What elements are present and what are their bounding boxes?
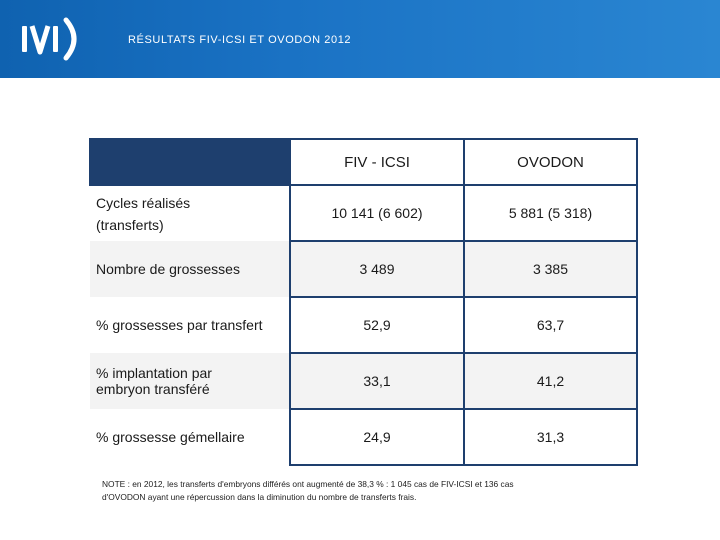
- table-row: [90, 297, 637, 353]
- page-title: RÉSULTATS FIV-ICSI ET OVODON 2012: [128, 34, 352, 46]
- row-label: [90, 185, 290, 241]
- table-header-row: [90, 139, 637, 185]
- row-label: Nombre de grossesses: [90, 241, 290, 297]
- table-header-blank: [90, 139, 290, 185]
- row-label-line1: Cycles réalisés: [96, 194, 191, 211]
- table-row: [90, 185, 637, 241]
- row-label: % grossesse gémellaire: [96, 429, 245, 445]
- cell-fiv: 33,1: [290, 353, 464, 409]
- row-label-line2: embryon transféré: [96, 381, 210, 397]
- table-row: [90, 409, 637, 465]
- cell-ovodon: 41,2: [464, 353, 637, 409]
- footnote-line2: d'OVODON ayant une répercussion dans la diminution du nombre de transferts frais.: [102, 492, 417, 502]
- cell-ovodon: 63,7: [464, 297, 637, 353]
- row-label: [90, 353, 290, 409]
- cell-fiv: 24,9: [290, 409, 464, 465]
- cell-fiv: 3 489: [290, 241, 464, 297]
- header-bar: [0, 0, 720, 78]
- cell-fiv: 52,9: [290, 297, 464, 353]
- row-label-line1: % implantation par: [96, 365, 212, 381]
- ivi-logo-icon: [20, 14, 90, 64]
- cell-ovodon: 31,3: [464, 409, 637, 465]
- cell-fiv: 10 141 (6 602): [290, 185, 464, 241]
- table-row: [90, 353, 637, 409]
- column-header-ovodon: OVODON: [464, 139, 637, 185]
- results-table: [89, 138, 638, 466]
- footnote-line1: NOTE : en 2012, les transferts d'embryons différés ont augmenté de 38,3 % : 1 045 cas de FIV-ICSI et 136 cas: [102, 479, 514, 489]
- table-row: [90, 241, 637, 297]
- cell-ovodon: 3 385: [464, 241, 637, 297]
- cell-ovodon: 5 881 (5 318): [464, 185, 637, 241]
- footnote: [102, 478, 622, 504]
- row-label: % grossesses par transfert: [96, 317, 263, 333]
- column-header-fiv: FIV - ICSI: [290, 139, 464, 185]
- row-label-line2: (transferts): [96, 216, 164, 233]
